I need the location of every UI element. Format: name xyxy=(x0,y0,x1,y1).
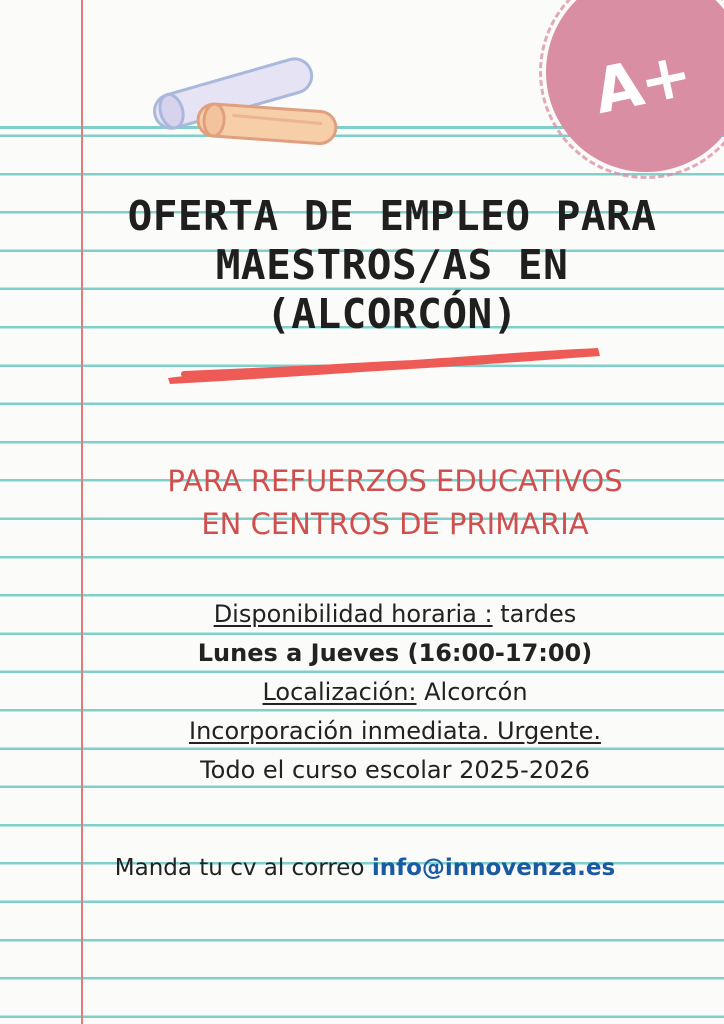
location-label: Localización: xyxy=(262,678,417,706)
contact-email[interactable]: info@innovenza.es xyxy=(371,855,616,881)
brush-underline xyxy=(164,340,604,386)
contact-text: Manda tu cv al correo xyxy=(114,855,372,881)
title-line: (ALCORCÓN) xyxy=(266,290,518,338)
schedule: Lunes a Jueves (16:00-17:00) xyxy=(197,639,593,667)
page-title xyxy=(92,192,692,339)
title-line: OFERTA DE EMPLEO PARA xyxy=(127,192,657,240)
duration: Todo el curso escolar 2025-2026 xyxy=(200,756,590,784)
contact-line xyxy=(100,850,630,886)
start-note: Incorporación inmediata. Urgente. xyxy=(189,717,601,745)
grade-badge xyxy=(546,0,724,172)
margin-line xyxy=(81,0,83,1024)
subtitle xyxy=(110,460,680,546)
availability-value: tardes xyxy=(492,600,577,628)
chalk-icon xyxy=(140,38,350,158)
availability-label: Disponibilidad horaria : xyxy=(213,600,493,628)
job-details xyxy=(100,595,690,790)
subtitle-line: PARA REFUERZOS EDUCATIVOS xyxy=(167,464,623,498)
title-line: MAESTROS/AS EN xyxy=(215,241,569,289)
grade-text: A+ xyxy=(587,36,697,128)
location-value: Alcorcón xyxy=(416,678,528,706)
subtitle-line: EN CENTROS DE PRIMARIA xyxy=(201,507,589,541)
